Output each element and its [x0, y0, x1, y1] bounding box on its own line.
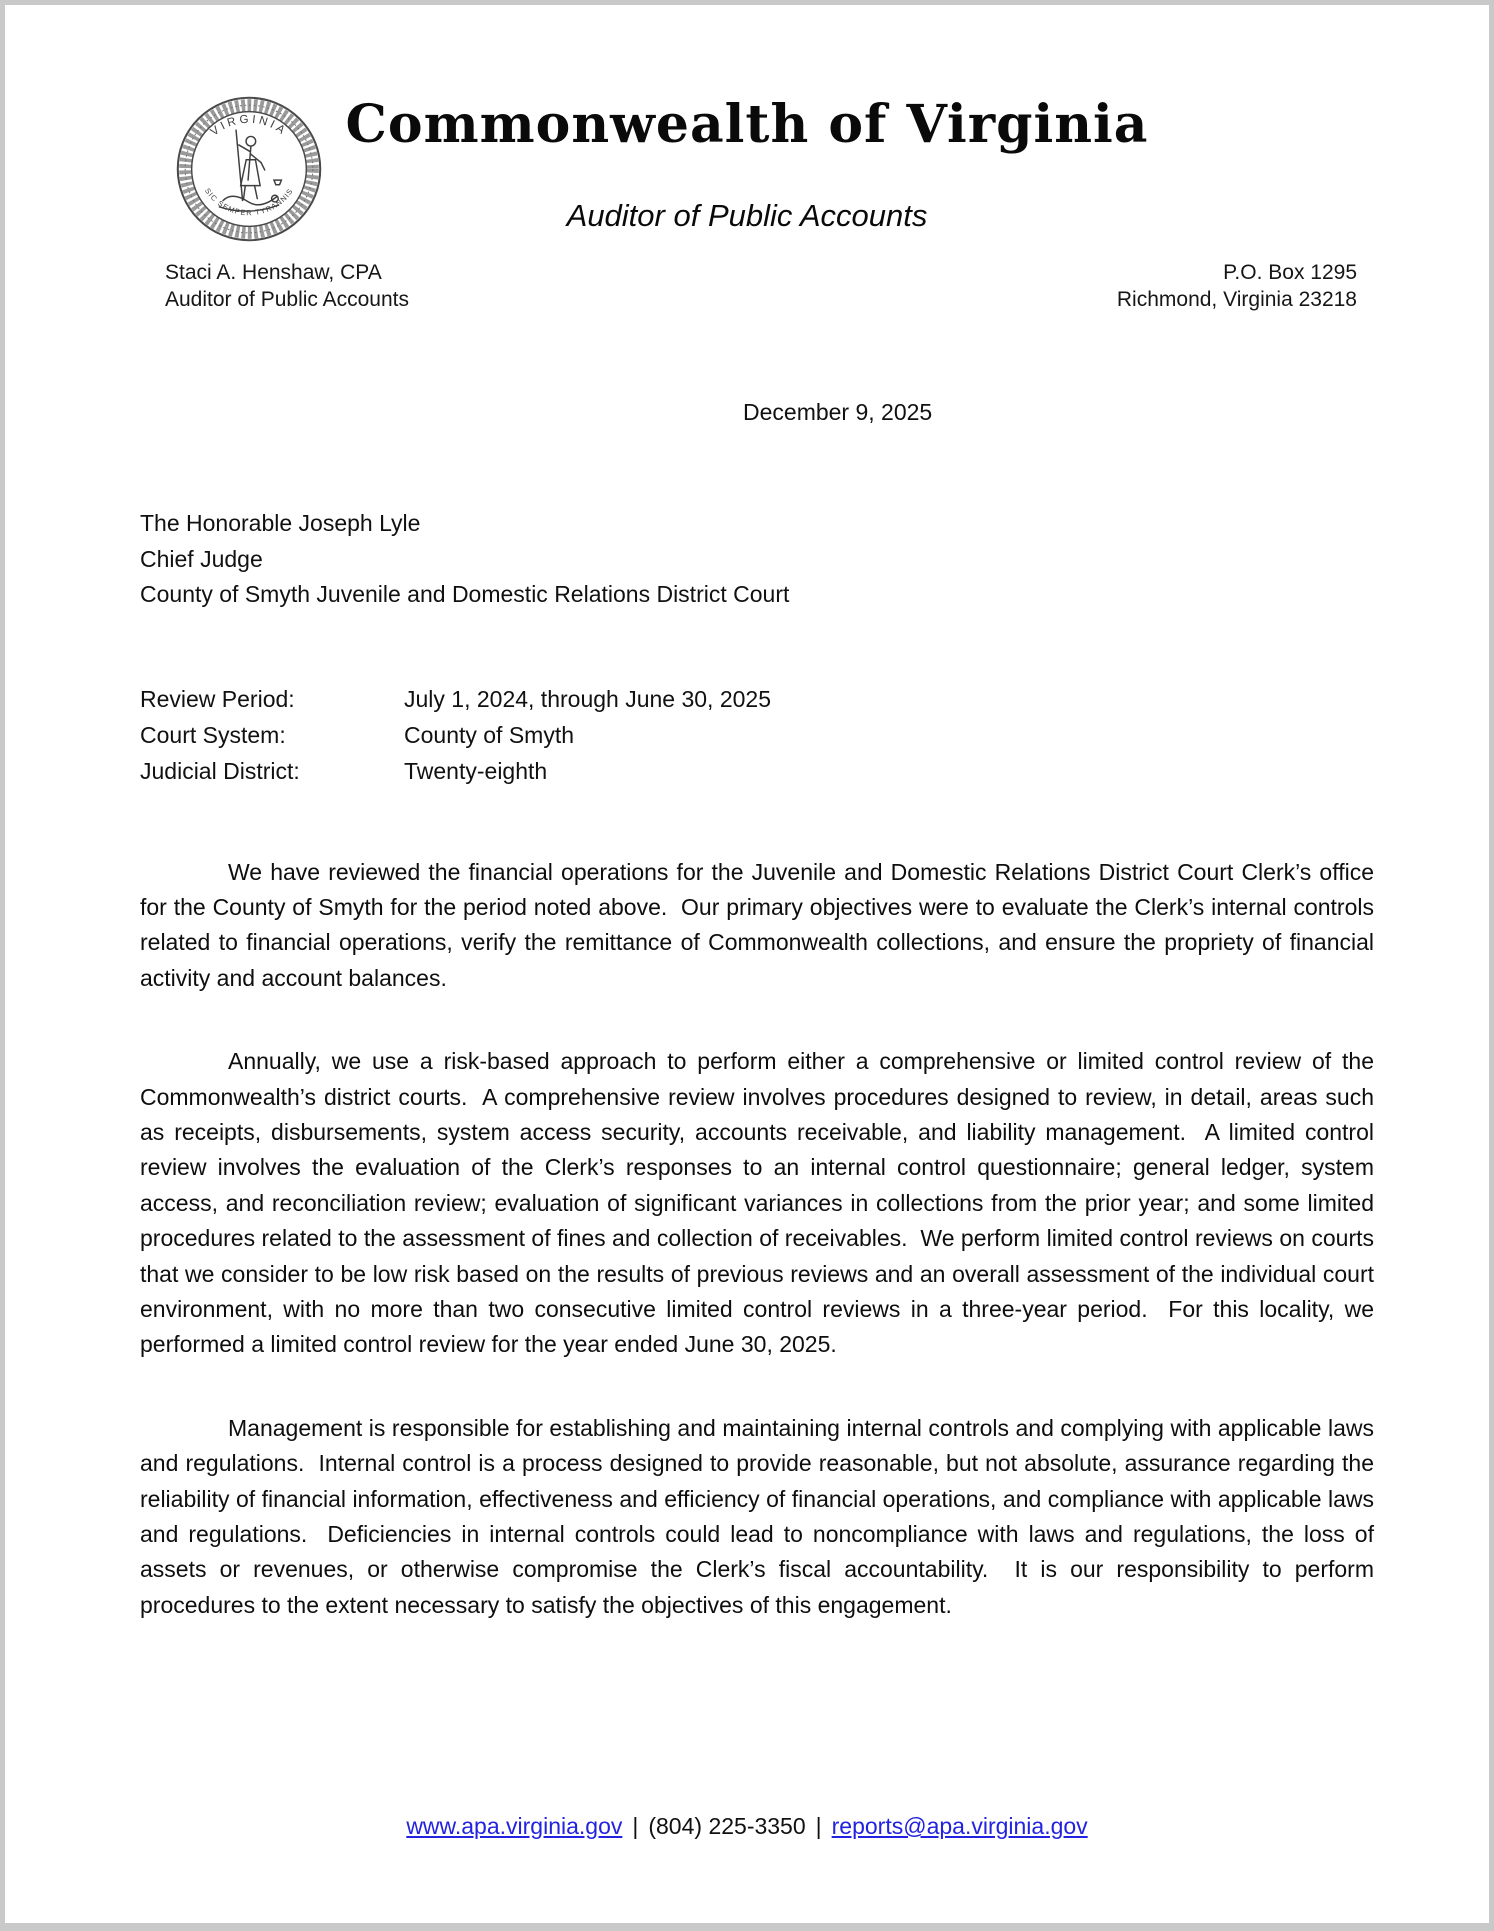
review-period-value: July 1, 2024, through June 30, 2025 — [404, 685, 772, 712]
email-link[interactable]: reports@apa.virginia.gov — [831, 1813, 1088, 1839]
judicial-district-value: Twenty-eighth — [404, 757, 548, 784]
footer-separator: | — [632, 1813, 639, 1839]
court-system-label: Court System: — [140, 721, 286, 748]
footer-separator: | — [815, 1813, 822, 1839]
virginia-state-seal-icon — [175, 95, 323, 243]
review-info — [140, 681, 1374, 789]
org-title: Commonwealth of Virginia — [345, 94, 1149, 155]
letter-date: December 9, 2025 — [743, 399, 933, 425]
official-name: Staci A. Henshaw, CPA — [165, 261, 382, 284]
court-system-row — [140, 717, 1374, 753]
recipient-organization: County of Smyth Juvenile and Domestic Relations District Court — [140, 581, 790, 607]
judicial-district-row — [140, 753, 1374, 789]
contact-row — [165, 259, 1357, 313]
official-block — [165, 259, 409, 313]
body-paragraphs — [140, 855, 1381, 1624]
seal-bottom-text: SIC SEMPER TYRANNIS — [202, 186, 296, 218]
recipient-block — [140, 506, 1374, 613]
paragraph-review-approach: Annually, we use a risk-based approach to perform either a comprehensive or limited control review of the Commonwealth’s district courts. A comprehensive review involves procedures designed to review, in detail, areas such as receipts, disbursements, system access security, accounts receivable, and liability management. A limited control review involves the evaluation of the Clerk’s responses to an internal control questionnaire; general ledger, system access, and reconciliation review; evaluation of significant variances in collections from the prior year; and some limited procedures related to the assessment of fines and collection of receivables. We perform limited control reviews on courts that we consider to be low risk based on the results of previous reviews and an overall assessment of the individual court environment, with no more than two consecutive limited control reviews in a three-year period. For this locality, we performed a limited control review for the year ended June 30, 2025. — [140, 1048, 1381, 1358]
official-title: Auditor of Public Accounts — [165, 288, 409, 311]
review-period-row — [140, 681, 1374, 717]
court-system-value: County of Smyth — [404, 721, 575, 748]
phone-number: (804) 225-3350 — [648, 1813, 806, 1839]
recipient-name: The Honorable Joseph Lyle — [140, 510, 421, 536]
judicial-district-label: Judicial District: — [140, 757, 300, 784]
review-period-label: Review Period: — [140, 685, 295, 712]
seal-top-text: VIRGINIA — [208, 113, 290, 139]
recipient-title: Chief Judge — [140, 545, 263, 572]
letter-content — [5, 395, 1489, 1623]
letterhead — [5, 5, 1489, 233]
address-line2: Richmond, Virginia 23218 — [1116, 288, 1357, 311]
letter-footer — [5, 1811, 1489, 1841]
website-link[interactable]: www.apa.virginia.gov — [406, 1813, 623, 1839]
org-subtitle: Auditor of Public Accounts — [566, 198, 928, 233]
address-line1: P.O. Box 1295 — [1223, 261, 1357, 284]
paragraph-management-responsibility: Management is responsible for establishing and maintaining internal controls and complying with applicable laws and regulations. Internal control is a process designed to provide reasonable, but not absolute, assurance regarding the reliability of financial information, effectiveness and efficiency of financial operations, and compliance with applicable laws and regulations. Deficiencies in internal controls could lead to noncompliance with laws and regulations, the loss of assets or revenues, or otherwise compromise the Clerk’s fiscal accountability. It is our responsibility to perform procedures to the extent necessary to satisfy the objectives of this engagement. — [140, 1414, 1381, 1618]
paragraph-objectives: We have reviewed the financial operations for the Juvenile and Domestic Relations District Court Clerk’s office for the County of Smyth for the period noted above. Our primary objectives were to evaluate the Clerk’s internal controls related to financial operations, verify the remittance of Commonwealth collections, and ensure the propriety of financial activity and account balances. — [140, 858, 1381, 991]
address-block — [1117, 259, 1357, 313]
